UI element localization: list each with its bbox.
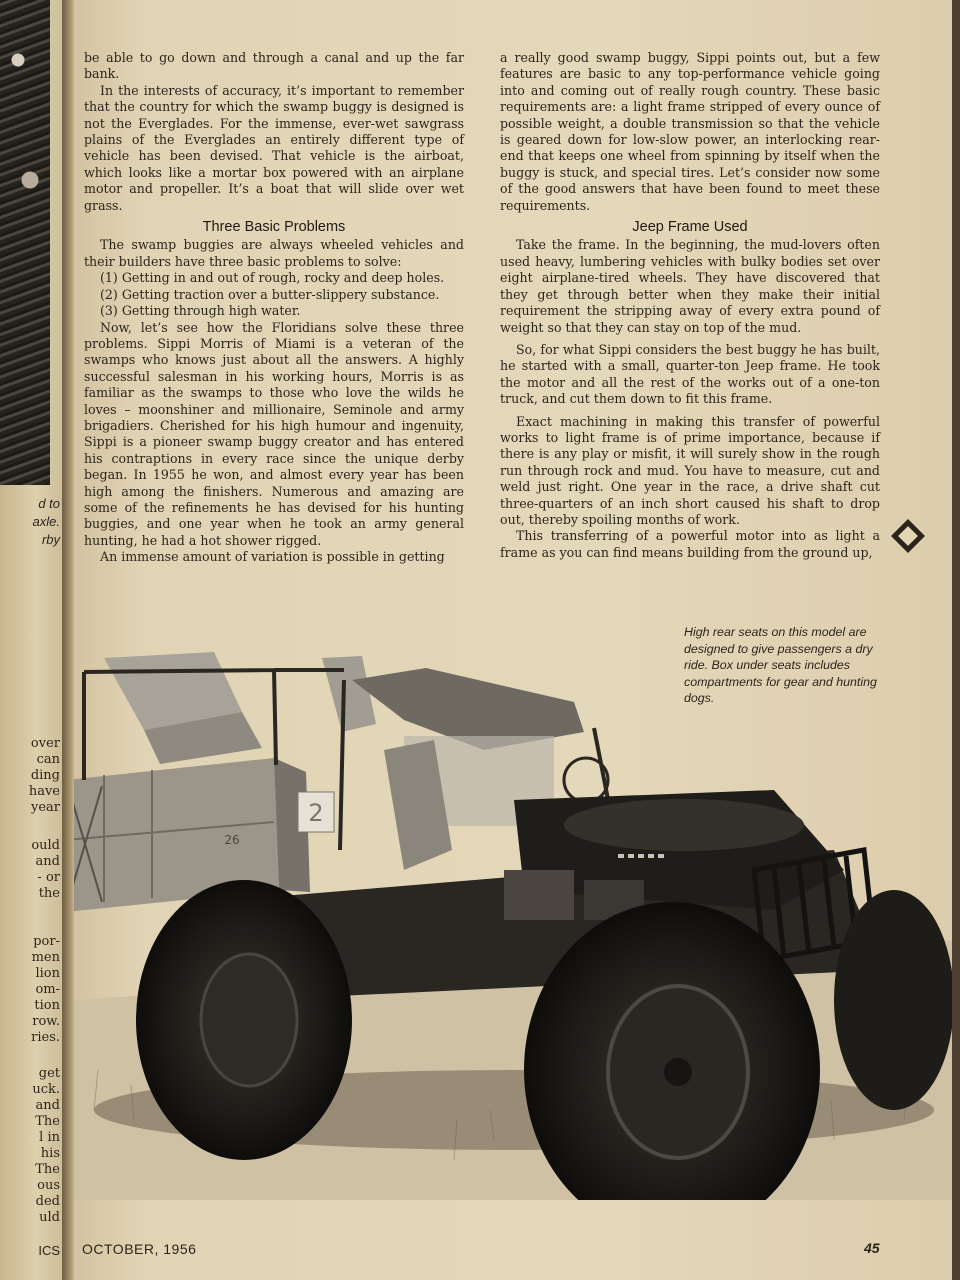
left-caption-fragment: d to <box>38 496 60 511</box>
left-text-fragment: and <box>35 854 60 869</box>
paragraph: be able to go down and through a canal and up the far bank. <box>84 50 464 82</box>
left-text-fragment: - or <box>37 870 60 885</box>
photo-number: 2 <box>308 799 324 827</box>
section-heading: Jeep Frame Used <box>632 219 748 236</box>
swamp-buggy-photo <box>74 640 954 1200</box>
paragraph: The swamp buggies are always wheeled vehicles and their builders have three basic problems to solve: <box>84 237 464 269</box>
left-page-photo <box>0 0 50 485</box>
paragraph: This transferring of a powerful motor into as light a frame as you can find means building from the ground up, <box>500 528 880 560</box>
page-number: 45 <box>864 1240 880 1256</box>
left-text-fragment: ous <box>37 1178 60 1193</box>
left-text-fragment: can <box>36 752 60 767</box>
left-text-fragment: the <box>38 886 60 901</box>
left-text-fragment: om- <box>35 982 60 997</box>
left-text-fragment: have <box>28 784 60 799</box>
left-page-edge <box>0 0 66 1280</box>
left-text-fragment: over <box>30 736 60 751</box>
continued-diamond-icon <box>891 519 925 553</box>
left-caption-fragment: rby <box>41 532 60 547</box>
left-text-fragment: ded <box>35 1194 60 1209</box>
left-text-fragment: get <box>38 1066 60 1081</box>
left-text-fragment: uck. <box>32 1082 60 1097</box>
photo-number: 26 <box>224 833 240 847</box>
magazine-page <box>74 0 954 1280</box>
left-text-fragment: The <box>35 1114 60 1129</box>
left-text-fragment: and <box>35 1098 60 1113</box>
left-text-fragment: his <box>40 1146 60 1161</box>
paragraph: Take the frame. In the beginning, the mud-lovers often used heavy, lumbering vehicles with bulky bodies set over eight airplane-tired wheels. They have discovered that they get through better when they make their initial requirement the stripping away of every extra pound of weight so that they can stay on top of the mud. <box>500 237 880 335</box>
left-text-fragment: tion <box>34 998 60 1013</box>
list-item: (2) Getting traction over a butter-slippery substance. <box>100 286 440 302</box>
article-column-left <box>84 50 464 566</box>
paragraph: In the interests of accuracy, it’s important to remember that the country for which the swamp buggy is designed is not the Everglades. For the immense, ever-wet sawgrass plains of the Everglades an entirely different type of vehicle has been devised. That vehicle is the airboat, which looks like a mortar box powered with an airplane motor and propeller. It’s a boat that will slide over wet grass. <box>84 82 464 213</box>
left-footer-fragment: ICS <box>38 1243 60 1258</box>
list-item: (3) Getting through high water. <box>100 303 301 319</box>
left-text-fragment: year <box>30 800 60 815</box>
section-heading: Three Basic Problems <box>202 219 346 236</box>
issue-date: OCTOBER, 1956 <box>82 1241 197 1257</box>
paragraph: Now, let’s see how the Floridians solve these three problems. Sippi Morris of Miami is a veteran of the swamps who knows just about all the answers. A highly successful salesman in his working hours, Morris is as familiar as the swamps to those who love the wilds he loves – moonshiner and millionaire, Seminole and army brigadiers. Cherished for his high humour and ingenuity, Sippi is a pioneer swamp buggy creator and has entered his contraptions in every race since the unique derby began. In 1955 he won, and almost every year has been high among the finishers. Numerous and amazing are some of the refinements he has devised for his hunting buggies, and one year when he took an army general hunting, he had a hot shower rigged. <box>84 319 464 548</box>
photo-caption: High rear seats on this model are designed to give passengers a dry ride. Box under seats includes compartments for gear and hunting dogs. <box>684 625 877 705</box>
left-text-fragment: The <box>35 1162 60 1177</box>
paragraph: An immense amount of variation is possible in getting <box>100 549 445 565</box>
left-text-fragment: ries. <box>31 1030 60 1045</box>
paragraph: Exact machining in making this transfer of powerful works to light frame is of prime importance, because if there is any play or misfit, it will surely show in the rough run through rock and mud. You have to measure, cut and weld just right. One year in the race, a drive shaft cut three-quarters of an inch short caused his shaft to drop out, thereby spoiling months of work. <box>500 413 880 527</box>
left-text-fragment: men <box>31 950 60 965</box>
paragraph: a really good swamp buggy, Sippi points out, but a few features are basic to any top-performance vehicle going into and coming out of really rough country. These basic requirements are: a light frame stripped of every ounce of possible weight, a double transmission so that the vehicle is geared down for low-slow power, an interlocking rear-end that keeps one wheel from spinning by itself when the buggy is stuck, and special tires. Let’s consider now some of the good answers that have been found to meet these requirements. <box>500 50 880 213</box>
left-caption-fragment: axle. <box>32 514 60 529</box>
article-column-right <box>500 50 880 561</box>
paragraph: So, for what Sippi considers the best buggy he has built, he started with a small, quarter-ton Jeep frame. He took the motor and all the rest of the works out of a one-ton truck, and cut them down to fit this frame. <box>500 341 880 407</box>
left-text-fragment: ould <box>31 838 60 853</box>
swamp-buggy-illustration <box>74 640 954 1200</box>
left-text-fragment: ding <box>30 768 60 783</box>
left-text-fragment: lion <box>35 966 60 981</box>
left-text-fragment: row. <box>32 1014 60 1029</box>
left-text-fragment: uld <box>39 1210 60 1225</box>
right-page-edge <box>952 0 960 1280</box>
list-item: (1) Getting in and out of rough, rocky and deep holes. <box>100 270 445 286</box>
left-text-fragment: l in <box>39 1130 60 1145</box>
left-text-fragment: por- <box>33 934 60 949</box>
